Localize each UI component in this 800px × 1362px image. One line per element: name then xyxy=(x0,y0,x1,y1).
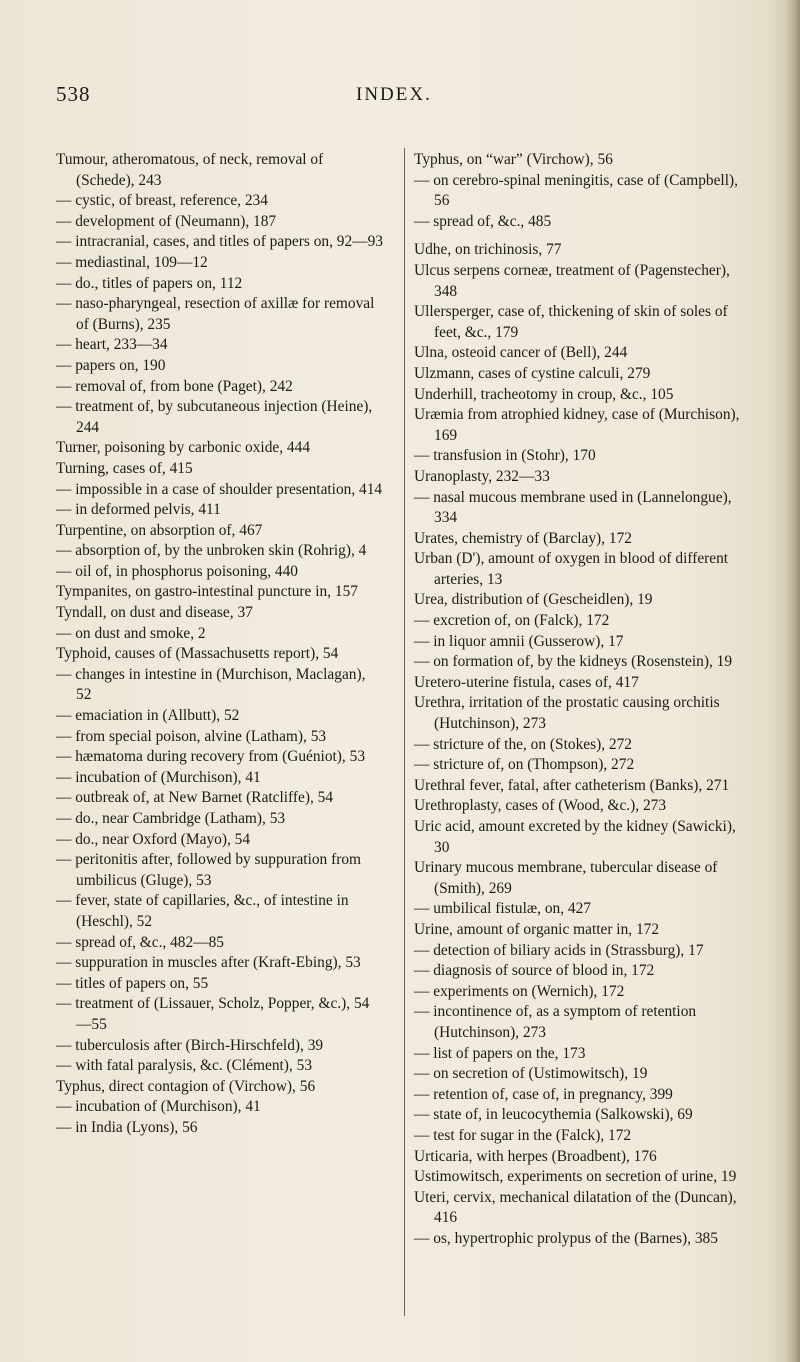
index-entry: Ulna, osteoid cancer of (Bell), 244 xyxy=(414,344,628,362)
index-entry: Ustimowitsch, experiments on secretion of urine, 19 xyxy=(414,1168,737,1186)
index-entry: — incubation of (Murchison), 41 xyxy=(56,768,261,786)
index-entry: — list of papers on the, 173 xyxy=(414,1044,586,1062)
index-entry: — mediastinal, 109—12 xyxy=(56,253,208,271)
index-entry: — experiments on (Wernich), 172 xyxy=(414,982,625,1000)
index-entry: — stricture of the, on (Stokes), 272 xyxy=(414,735,632,753)
index-entry: Turner, poisoning by carbonic oxide, 444 xyxy=(56,439,311,457)
index-entry: — absorption of, by the unbroken skin (Rohrig), 4 xyxy=(56,542,367,560)
index-entry: — outbreak of, at New Barnet (Ratcliffe), 54 xyxy=(56,789,334,807)
index-entry: — detection of biliary acids in (Strassburg), 17 xyxy=(414,941,704,959)
index-entry: Uræmia from atrophied kidney, case of (Murchison), 169 xyxy=(414,406,740,444)
index-entry: — with fatal paralysis, &c. (Clément), 53 xyxy=(56,1057,313,1075)
index-entry: — removal of, from bone (Paget), 242 xyxy=(56,377,293,395)
index-entry: — titles of papers on, 55 xyxy=(56,974,209,992)
index-entry: — intracranial, cases, and titles of papers on, 92—93 xyxy=(56,233,383,251)
index-entry: — retention of, case of, in pregnancy, 399 xyxy=(414,1085,673,1103)
index-entry: — hæmatoma during recovery from (Guéniot), 53 xyxy=(56,748,366,766)
index-entry: Underhill, tracheotomy in croup, &c., 105 xyxy=(414,385,674,403)
index-entry: — treatment of, by subcutaneous injection (Heine), 244 xyxy=(56,398,373,436)
index-entry: — diagnosis of source of blood in, 172 xyxy=(414,962,655,980)
index-entry: — cystic, of breast, reference, 234 xyxy=(56,192,268,210)
index-entry: — test for sugar in the (Falck), 172 xyxy=(414,1126,632,1144)
index-entry: Tumour, atheromatous, of neck, removal of (Schede), 243 xyxy=(56,151,324,189)
index-entry: — from special poison, alvine (Latham), 53 xyxy=(56,727,327,745)
index-entry: — oil of, in phosphorus poisoning, 440 xyxy=(56,562,298,580)
index-entry: Tympanites, on gastro-intestinal puncture in, 157 xyxy=(56,583,358,601)
index-entry: — nasal mucous membrane used in (Lannelongue), 334 xyxy=(414,488,732,527)
index-entry: — peritonitis after, followed by suppuration from umbilicus (Gluge), 53 xyxy=(56,851,361,889)
index-entry: — incontinence of, as a symptom of retention (Hutchinson), 273 xyxy=(414,1003,697,1041)
index-entry: Urea, distribution of (Gescheidlen), 19 xyxy=(414,591,653,609)
column-divider xyxy=(404,148,405,1316)
index-entry: Turning, cases of, 415 xyxy=(56,459,193,477)
index-entry: Uric acid, amount excreted by the kidney (Sawicki), 30 xyxy=(414,818,736,856)
index-entry: Typhus, on “war” (Virchow), 56 xyxy=(414,151,613,168)
index-entry: Typhus, direct contagion of (Virchow), 56 xyxy=(56,1077,316,1095)
index-entry: — transfusion in (Stohr), 170 xyxy=(414,447,596,465)
index-entry: — in deformed pelvis, 411 xyxy=(56,501,221,519)
index-column-left xyxy=(56,150,384,1139)
page-spine-shadow xyxy=(786,0,800,1362)
index-entry: Uranoplasty, 232—33 xyxy=(414,467,550,485)
page-number: 538 xyxy=(56,82,91,106)
index-entry: Urethroplasty, cases of (Wood, &c.), 273 xyxy=(414,797,667,815)
index-entry: — do., near Cambridge (Latham), 53 xyxy=(56,810,286,827)
index-entry: Tyndall, on dust and disease, 37 xyxy=(56,604,253,622)
index-entry: — stricture of, on (Thompson), 272 xyxy=(414,756,635,774)
index-entry: — impossible in a case of shoulder presentation, 414 xyxy=(56,480,383,498)
index-entry: Urates, chemistry of (Barclay), 172 xyxy=(414,529,632,547)
index-entry: — umbilical fistulæ, on, 427 xyxy=(414,900,591,918)
index-entry: — do., near Oxford (Mayo), 54 xyxy=(56,830,251,848)
index-column-right xyxy=(414,150,744,1249)
index-entry: — spread of, &c., 482—85 xyxy=(56,933,224,951)
index-entry: Turpentine, on absorption of, 467 xyxy=(56,521,263,539)
index-entry: — on cerebro-spinal meningitis, case of (Campbell), 56 xyxy=(414,171,738,210)
index-entry: — tuberculosis after (Birch-Hirschfeld), 39 xyxy=(56,1036,324,1054)
index-entry: — on dust and smoke, 2 xyxy=(56,624,206,642)
index-entry: — os, hypertrophic prolypus of the (Barnes), 385 xyxy=(414,1229,718,1247)
index-entry: — excretion of, on (Falck), 172 xyxy=(414,612,610,630)
index-entry: Uretero-uterine fistula, cases of, 417 xyxy=(414,673,639,691)
index-entry: Urinary mucous membrane, tubercular disease of (Smith), 269 xyxy=(414,859,718,897)
index-entry: — in India (Lyons), 56 xyxy=(56,1118,198,1136)
index-entry: — spread of, &c., 485 xyxy=(414,212,552,230)
index-entry: — state of, in leucocythemia (Salkowski), 69 xyxy=(414,1106,693,1124)
index-entry: — in liquor amnii (Gusserow), 17 xyxy=(414,632,624,650)
index-entry: Ullersperger, case of, thickening of skin of soles of feet, &c., 179 xyxy=(414,303,728,341)
index-entry: — treatment of (Lissauer, Scholz, Popper, &c.), 54—55 xyxy=(56,995,370,1033)
index-entry: — heart, 233—34 xyxy=(56,336,168,354)
index-entry: — suppuration in muscles after (Kraft-Ebing), 53 xyxy=(56,954,361,972)
index-entry: Typhoid, causes of (Massachusetts report), 54 xyxy=(56,645,339,663)
index-entry: — on formation of, by the kidneys (Rosenstein), 19 xyxy=(414,653,733,671)
index-entry: — changes in intestine in (Murchison, Maclagan), 52 xyxy=(56,665,366,704)
index-entry: Urine, amount of organic matter in, 172 xyxy=(414,920,660,938)
index-entry: — papers on, 190 xyxy=(56,356,166,374)
index-entry: — emaciation in (Allbutt), 52 xyxy=(56,707,240,725)
index-entry: Urethra, irritation of the prostatic causing orchitis (Hutchinson), 273 xyxy=(414,694,720,733)
index-entry: — naso-pharyngeal, resection of axillæ for removal of (Burns), 235 xyxy=(56,295,375,333)
index-entry: — do., titles of papers on, 112 xyxy=(56,274,243,292)
index-entry: Ulzmann, cases of cystine calculi, 279 xyxy=(414,364,651,382)
index-entry: Udhe, on trichinosis, 77 xyxy=(414,241,562,259)
index-entry: Urticaria, with herpes (Broadbent), 176 xyxy=(414,1147,657,1165)
index-entry: Uteri, cervix, mechanical dilatation of the (Duncan), 416 xyxy=(414,1188,737,1227)
page-heading: INDEX. xyxy=(356,84,432,105)
index-entry: — development of (Neumann), 187 xyxy=(56,212,277,230)
index-entry: Urban (D'), amount of oxygen in blood of different arteries, 13 xyxy=(414,550,729,588)
index-entry: — on secretion of (Ustimowitsch), 19 xyxy=(414,1065,648,1083)
index-entry: — incubation of (Murchison), 41 xyxy=(56,1098,261,1116)
index-entry: Ulcus serpens corneæ, treatment of (Pagenstecher), 348 xyxy=(414,261,730,300)
index-entry: Urethral fever, fatal, after catheterism (Banks), 271 xyxy=(414,776,730,794)
index-entry: — fever, state of capillaries, &c., of intestine in (Heschl), 52 xyxy=(56,892,349,930)
